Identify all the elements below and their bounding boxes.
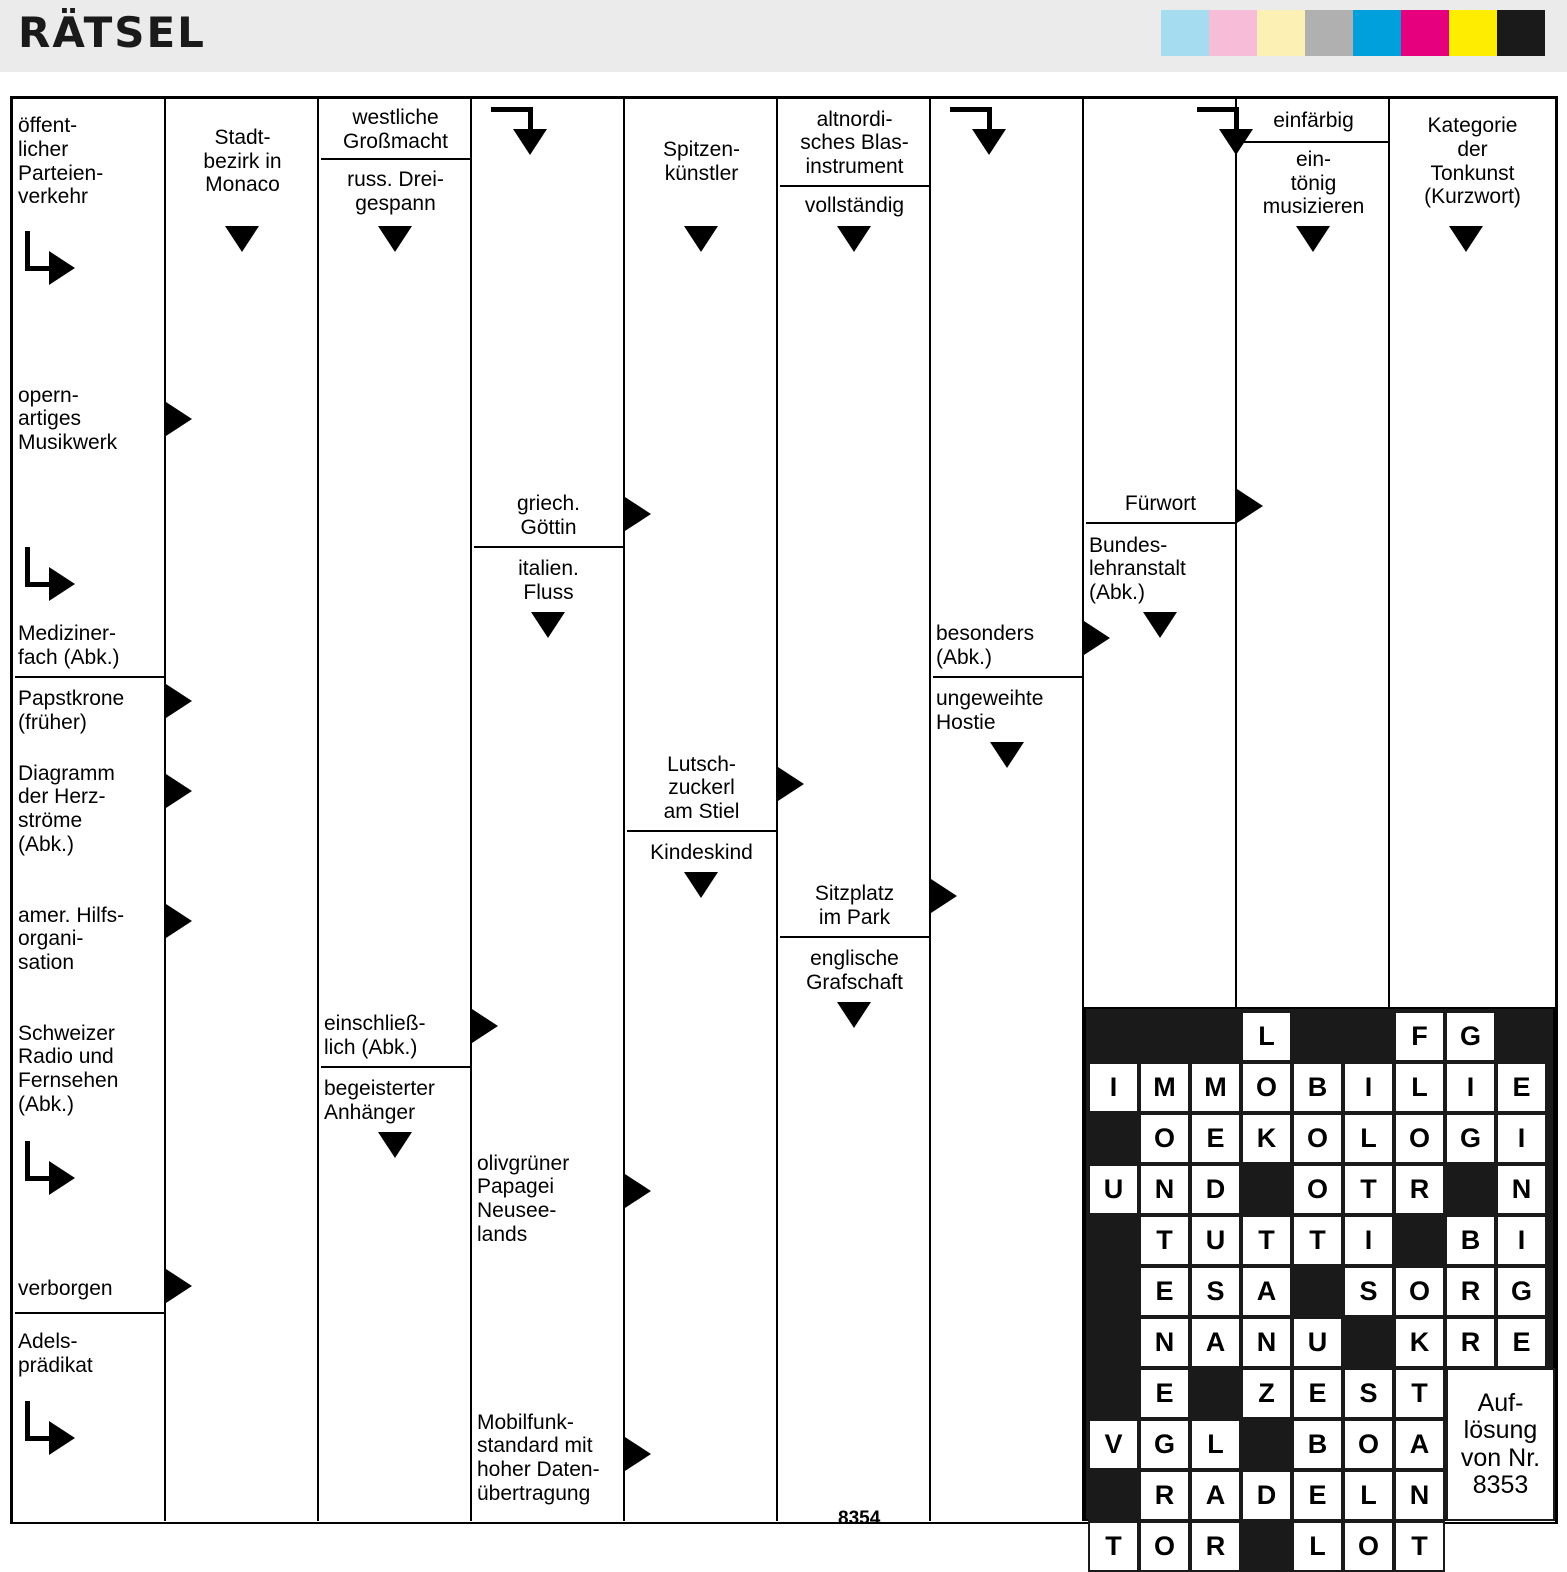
clue-text: russ. Drei- gespann xyxy=(347,168,444,215)
solution-cell: E xyxy=(1292,1470,1343,1521)
clue-cell xyxy=(15,356,164,482)
clue-cell xyxy=(474,1396,623,1520)
solution-cell: G xyxy=(1445,1113,1496,1164)
clue-cell xyxy=(627,834,776,872)
right-arrow-icon xyxy=(625,1437,651,1471)
solution-cell: U xyxy=(1190,1215,1241,1266)
solution-cell: E xyxy=(1190,1113,1241,1164)
solution-cell: R xyxy=(1445,1266,1496,1317)
solution-cell xyxy=(1445,1164,1496,1215)
color-swatch xyxy=(1353,10,1401,56)
clue-cell xyxy=(474,1136,623,1262)
clue-cell xyxy=(15,1006,164,1132)
solution-cell: N xyxy=(1394,1470,1445,1521)
down-arrow-icon xyxy=(225,226,259,252)
solution-cell: L xyxy=(1343,1113,1394,1164)
solution-cell: E xyxy=(1292,1368,1343,1419)
clue-cell xyxy=(474,486,623,548)
solution-cell: G xyxy=(1496,1266,1547,1317)
solution-label-line: von Nr. xyxy=(1460,1443,1541,1472)
down-arrow-icon xyxy=(378,226,412,252)
solution-row xyxy=(1088,1317,1547,1368)
solution-cell: O xyxy=(1292,1164,1343,1215)
solution-cell xyxy=(1496,1011,1547,1062)
solution-cell: T xyxy=(1241,1215,1292,1266)
clue-cell xyxy=(1086,526,1235,612)
right-arrow-icon xyxy=(931,879,957,913)
clue-text: Adels- prädikat xyxy=(18,1330,93,1377)
clue-cell xyxy=(15,101,164,222)
clue-text: einfärbig xyxy=(1273,109,1354,133)
clue-cell xyxy=(321,1006,470,1068)
clue-cell xyxy=(1086,486,1235,524)
solution-row xyxy=(1088,1470,1445,1521)
solution-cell: L xyxy=(1343,1470,1394,1521)
solution-cell: S xyxy=(1343,1368,1394,1419)
clue-text: opern- artiges Musikwerk xyxy=(18,383,118,454)
grid-rule xyxy=(472,99,625,1521)
clue-cell xyxy=(780,940,929,1002)
clue-text: Kindeskind xyxy=(650,841,753,865)
solution-cell: T xyxy=(1088,1521,1139,1572)
solution-cell: D xyxy=(1190,1164,1241,1215)
grid-rule xyxy=(319,99,472,1521)
solution-row xyxy=(1088,1521,1445,1572)
solution-cell xyxy=(1292,1266,1343,1317)
color-swatch xyxy=(1257,10,1305,56)
clue-text: Mediziner- fach (Abk.) xyxy=(18,622,120,669)
solution-cell: E xyxy=(1496,1062,1547,1113)
clue-cell xyxy=(780,876,929,938)
grid-rule xyxy=(166,99,319,1521)
down-arrow-icon xyxy=(684,872,718,898)
solution-cell: I xyxy=(1496,1215,1547,1266)
page-header xyxy=(0,0,1567,72)
clue-text: Diagramm der Herz- ströme (Abk.) xyxy=(18,761,115,856)
down-arrow-icon xyxy=(990,742,1024,768)
solution-cell: E xyxy=(1496,1317,1547,1368)
down-arrow-icon xyxy=(1449,226,1483,252)
clue-text: amer. Hilfs- organi- sation xyxy=(18,903,125,974)
solution-row xyxy=(1088,1062,1547,1113)
solution-cell: A xyxy=(1394,1419,1445,1470)
clue-text: englische Grafschaft xyxy=(806,947,903,994)
solution-cell: V xyxy=(1088,1419,1139,1470)
clue-cell xyxy=(15,680,164,742)
down-arrow-icon xyxy=(684,226,718,252)
solution-label-line: lösung xyxy=(1463,1416,1538,1444)
solution-cell: A xyxy=(1190,1470,1241,1521)
crossword-grid[interactable] xyxy=(10,96,1558,1561)
clue-text: griech. Göttin xyxy=(516,492,581,539)
solution-label-line: 8353 xyxy=(1472,1471,1529,1499)
solution-cell: O xyxy=(1139,1113,1190,1164)
solution-row xyxy=(1088,1011,1547,1062)
solution-row xyxy=(1088,1215,1547,1266)
solution-cell xyxy=(1343,1317,1394,1368)
solution-cell: I xyxy=(1343,1062,1394,1113)
solution-cell: I xyxy=(1445,1062,1496,1113)
solution-cell: O xyxy=(1343,1521,1394,1572)
solution-cell xyxy=(1241,1521,1292,1572)
solution-cell: A xyxy=(1241,1266,1292,1317)
solution-cell: N xyxy=(1496,1164,1547,1215)
solution-cell: O xyxy=(1343,1419,1394,1470)
solution-cell: S xyxy=(1343,1266,1394,1317)
clue-text: italien. Fluss xyxy=(518,557,579,604)
solution-cell: M xyxy=(1139,1062,1190,1113)
color-swatch xyxy=(1161,10,1209,56)
clue-text: westliche Großmacht xyxy=(342,105,449,153)
clue-cell xyxy=(321,162,470,222)
solution-cell xyxy=(1394,1215,1445,1266)
solution-cell: S xyxy=(1190,1266,1241,1317)
clue-text: Lutsch- zuckerl am Stiel xyxy=(663,752,740,823)
solution-label-line: Auf- xyxy=(1477,1388,1524,1417)
clue-cell xyxy=(780,189,929,222)
right-arrow-icon xyxy=(166,774,192,808)
solution-cell: E xyxy=(1139,1266,1190,1317)
solution-cell: I xyxy=(1088,1062,1139,1113)
right-arrow-icon xyxy=(625,497,651,531)
solution-cell: R xyxy=(1394,1164,1445,1215)
right-arrow-icon xyxy=(166,904,192,938)
solution-row xyxy=(1088,1164,1547,1215)
solution-row xyxy=(1088,1368,1445,1419)
clue-text: besonders (Abk.) xyxy=(936,622,1035,669)
clue-text: olivgrüner Papagei Neusee- lands xyxy=(477,1151,570,1246)
right-arrow-icon xyxy=(1084,621,1110,655)
solution-cell: O xyxy=(1292,1113,1343,1164)
solution-cell: B xyxy=(1445,1215,1496,1266)
clue-text: begeisterter Anhänger xyxy=(324,1077,435,1124)
clue-cell xyxy=(933,616,1082,678)
solution-row xyxy=(1088,1419,1445,1470)
solution-cell: U xyxy=(1088,1164,1139,1215)
clue-text: Schweizer Radio und Fernsehen (Abk.) xyxy=(18,1021,119,1116)
page-title: RÄTSEL xyxy=(18,8,206,57)
solution-cell: R xyxy=(1139,1470,1190,1521)
puzzle-number: 8354 xyxy=(838,1508,881,1529)
clue-text: Mobilfunk- standard mit hoher Daten- übertragung xyxy=(477,1410,600,1505)
solution-row xyxy=(1088,1266,1547,1317)
solution-cell xyxy=(1190,1368,1241,1419)
solution-cell xyxy=(1190,1011,1241,1062)
clue-cell xyxy=(780,101,929,187)
clue-cell xyxy=(1239,145,1388,222)
solution-cell: N xyxy=(1241,1317,1292,1368)
color-swatch xyxy=(1497,10,1545,56)
clue-cell xyxy=(321,1070,470,1132)
solution-cell: N xyxy=(1139,1317,1190,1368)
solution-cell xyxy=(1088,1113,1139,1164)
down-arrow-icon xyxy=(531,612,565,638)
solution-cell: O xyxy=(1241,1062,1292,1113)
clue-cell xyxy=(168,101,317,222)
solution-cell: T xyxy=(1343,1164,1394,1215)
solution-cell: M xyxy=(1190,1062,1241,1113)
solution-cell: I xyxy=(1343,1215,1394,1266)
solution-cell xyxy=(1088,1470,1139,1521)
solution-cell: K xyxy=(1394,1317,1445,1368)
clue-cell xyxy=(474,550,623,612)
solution-cell: L xyxy=(1190,1419,1241,1470)
solution-block xyxy=(1084,1007,1555,1561)
clue-text: Spitzen- künstler xyxy=(662,137,741,185)
clue-text: Stadt- bezirk in Monaco xyxy=(203,126,282,197)
clue-text: Kategorie der Tonkunst (Kurzwort) xyxy=(1424,114,1521,209)
solution-cell: O xyxy=(1139,1521,1190,1572)
clue-text: vollständig xyxy=(804,193,905,217)
clue-text: öffent- licher Parteien- verkehr xyxy=(18,114,104,209)
clue-text: Sitzplatz im Park xyxy=(814,882,895,929)
solution-cell: G xyxy=(1139,1419,1190,1470)
down-arrow-icon xyxy=(837,1002,871,1028)
solution-cell: I xyxy=(1496,1113,1547,1164)
color-swatch xyxy=(1449,10,1497,56)
solution-cell xyxy=(1139,1011,1190,1062)
solution-reference-label xyxy=(1446,1368,1555,1521)
down-arrow-icon xyxy=(837,226,871,252)
solution-cell: Z xyxy=(1241,1368,1292,1419)
color-calibration-bar xyxy=(1161,10,1545,56)
solution-cell: T xyxy=(1292,1215,1343,1266)
solution-cell: O xyxy=(1394,1113,1445,1164)
solution-cell: R xyxy=(1190,1521,1241,1572)
solution-cell: K xyxy=(1241,1113,1292,1164)
color-swatch xyxy=(1401,10,1449,56)
down-arrow-icon xyxy=(378,1132,412,1158)
solution-cell xyxy=(1088,1317,1139,1368)
solution-cell: L xyxy=(1292,1521,1343,1572)
color-swatch xyxy=(1209,10,1257,56)
solution-cell xyxy=(1241,1164,1292,1215)
clue-cell xyxy=(15,1316,164,1392)
clue-text: altnordi- sches Blas- instrument xyxy=(800,107,909,178)
color-swatch xyxy=(1305,10,1353,56)
right-arrow-icon xyxy=(166,684,192,718)
clue-text: verborgen xyxy=(18,1277,113,1301)
clue-text: Fürwort xyxy=(1124,492,1197,516)
right-arrow-icon xyxy=(1237,489,1263,523)
clue-cell xyxy=(15,1266,164,1314)
solution-cell: F xyxy=(1394,1011,1445,1062)
solution-cell: L xyxy=(1241,1011,1292,1062)
solution-cell xyxy=(1241,1419,1292,1470)
solution-cell: T xyxy=(1394,1368,1445,1419)
solution-cell: L xyxy=(1394,1062,1445,1113)
clue-text: Papstkrone (früher) xyxy=(18,687,125,734)
right-arrow-icon xyxy=(778,767,804,801)
solution-cell xyxy=(1088,1368,1139,1419)
right-arrow-icon xyxy=(472,1009,498,1043)
solution-cell: B xyxy=(1292,1419,1343,1470)
solution-cell: O xyxy=(1394,1266,1445,1317)
clue-text: einschließ- lich (Abk.) xyxy=(324,1012,426,1059)
down-arrow-icon xyxy=(1296,226,1330,252)
solution-cell: T xyxy=(1394,1521,1445,1572)
clue-cell xyxy=(15,876,164,1002)
clue-text: ein- tönig musizieren xyxy=(1262,148,1365,219)
solution-cell xyxy=(1088,1266,1139,1317)
clue-cell xyxy=(15,616,164,678)
right-arrow-icon xyxy=(166,402,192,436)
right-arrow-icon xyxy=(625,1174,651,1208)
solution-cell: U xyxy=(1292,1317,1343,1368)
right-arrow-icon xyxy=(166,1269,192,1303)
solution-row xyxy=(1088,1113,1547,1164)
solution-cell xyxy=(1292,1011,1343,1062)
solution-cell xyxy=(1088,1215,1139,1266)
clue-cell xyxy=(1239,101,1388,143)
solution-cell: E xyxy=(1139,1368,1190,1419)
clue-cell xyxy=(627,746,776,832)
solution-cell: N xyxy=(1139,1164,1190,1215)
clue-cell xyxy=(933,680,1082,742)
solution-cell: T xyxy=(1139,1215,1190,1266)
clue-cell xyxy=(1392,101,1553,222)
solution-cell xyxy=(1088,1011,1139,1062)
clue-text: ungeweihte Hostie xyxy=(936,687,1044,734)
down-arrow-icon xyxy=(1143,612,1177,638)
clue-text: Bundes- lehranstalt (Abk.) xyxy=(1089,533,1186,604)
clue-cell xyxy=(15,746,164,872)
solution-cell: G xyxy=(1445,1011,1496,1062)
solution-cell xyxy=(1343,1011,1394,1062)
solution-cell: R xyxy=(1445,1317,1496,1368)
clue-cell xyxy=(321,101,470,160)
grid-rule xyxy=(931,99,1084,1521)
solution-cell: A xyxy=(1190,1317,1241,1368)
grid-rule xyxy=(778,99,931,1521)
clue-cell xyxy=(627,101,776,222)
solution-cell: D xyxy=(1241,1470,1292,1521)
solution-cell: B xyxy=(1292,1062,1343,1113)
